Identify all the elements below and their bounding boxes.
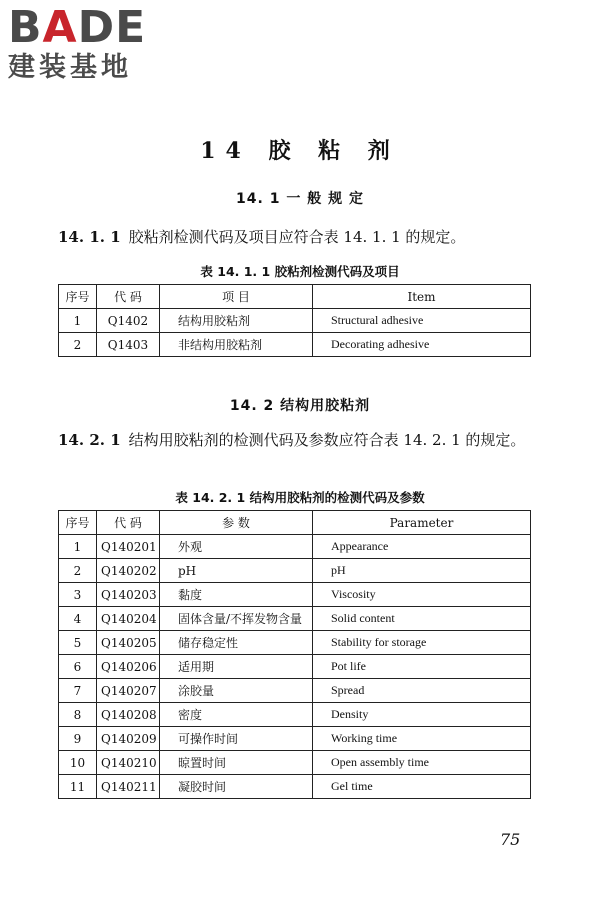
- table-cell: 11: [59, 775, 97, 799]
- header-cell: 参 数: [160, 511, 313, 535]
- table-header-row: [59, 511, 531, 535]
- table-row: [59, 607, 531, 631]
- table-row: [59, 333, 531, 357]
- table-cell: Open assembly time: [313, 751, 531, 775]
- table-row: [59, 679, 531, 703]
- header-cell: 项 目: [160, 285, 313, 309]
- table-cell: Q1402: [97, 309, 160, 333]
- table-cell: 1: [59, 309, 97, 333]
- table-cell: Q140203: [97, 583, 160, 607]
- table-title-14-2-1: 表 14. 2. 1 结构用胶粘剂的检测代码及参数: [175, 490, 425, 505]
- clause-14-2-1: [58, 428, 538, 452]
- table-cell: Q140211: [97, 775, 160, 799]
- table-cell: 外观: [160, 535, 313, 559]
- table-cell: Q140210: [97, 751, 160, 775]
- table-cell: Pot life: [313, 655, 531, 679]
- table-cell: pH: [313, 559, 531, 583]
- table-cell: 涂胶量: [160, 679, 313, 703]
- table-cell: 可操作时间: [160, 727, 313, 751]
- table-cell: 4: [59, 607, 97, 631]
- clause-text: 胶粘剂检测代码及项目应符合表 14. 1. 1 的规定。: [128, 228, 466, 246]
- table-cell: pH: [160, 559, 313, 583]
- header-cell: 序号: [59, 511, 97, 535]
- clause-number: 14. 2. 1: [58, 431, 121, 449]
- table-cell: 凝胶时间: [160, 775, 313, 799]
- table-cell: Q140204: [97, 607, 160, 631]
- table-cell: 2: [59, 333, 97, 357]
- table-cell: Working time: [313, 727, 531, 751]
- table-cell: Q140207: [97, 679, 160, 703]
- table-cell: Spread: [313, 679, 531, 703]
- table-cell: Q140209: [97, 727, 160, 751]
- table-cell: 适用期: [160, 655, 313, 679]
- table-cell: 非结构用胶粘剂: [160, 333, 313, 357]
- table-cell: 2: [59, 559, 97, 583]
- table-row: [59, 775, 531, 799]
- table-row: [59, 309, 531, 333]
- section-title-14-1: 14. 1 一 般 规 定: [236, 191, 364, 207]
- table-row: [59, 751, 531, 775]
- table-cell: Solid content: [313, 607, 531, 631]
- table-14-2-1: [58, 510, 531, 799]
- table-cell: 黏度: [160, 583, 313, 607]
- table-cell: Appearance: [313, 535, 531, 559]
- table-cell: 6: [59, 655, 97, 679]
- clause-14-1-1: [58, 225, 538, 249]
- section-title-14-2: 14. 2 结构用胶粘剂: [229, 398, 371, 414]
- table-cell: 结构用胶粘剂: [160, 309, 313, 333]
- table-header-row: [59, 285, 531, 309]
- clause-number: 14. 1. 1: [58, 228, 121, 246]
- table-row: [59, 655, 531, 679]
- table-cell: 密度: [160, 703, 313, 727]
- table-cell: 晾置时间: [160, 751, 313, 775]
- chapter-title: 14 胶 粘 剂: [200, 138, 400, 164]
- table-cell: 1: [59, 535, 97, 559]
- table-cell: Density: [313, 703, 531, 727]
- bade-logo: [8, 2, 178, 84]
- table-cell: 3: [59, 583, 97, 607]
- page-number: 75: [500, 830, 521, 849]
- table-cell: 储存稳定性: [160, 631, 313, 655]
- table-row: [59, 631, 531, 655]
- logo-mark: BADE: [8, 2, 147, 53]
- header-cell: Item: [313, 285, 531, 309]
- table-cell: 5: [59, 631, 97, 655]
- table-cell: 7: [59, 679, 97, 703]
- table-cell: Q140205: [97, 631, 160, 655]
- table-row: [59, 535, 531, 559]
- header-cell: 序号: [59, 285, 97, 309]
- table-cell: Gel time: [313, 775, 531, 799]
- table-cell: Q1403: [97, 333, 160, 357]
- logo-subtitle: 建装基地: [8, 52, 132, 83]
- clause-text: 结构用胶粘剂的检测代码及参数应符合表 14. 2. 1 的规定。: [128, 431, 526, 449]
- header-cell: 代 码: [97, 285, 160, 309]
- table-row: [59, 583, 531, 607]
- table-cell: 固体含量/不挥发物含量: [160, 607, 313, 631]
- table-row: [59, 703, 531, 727]
- table-cell: Structural adhesive: [313, 309, 531, 333]
- table-cell: Q140206: [97, 655, 160, 679]
- table-title-14-1-1: 表 14. 1. 1 胶粘剂检测代码及项目: [200, 264, 400, 279]
- header-cell: 代 码: [97, 511, 160, 535]
- table-cell: 9: [59, 727, 97, 751]
- header-cell: Parameter: [313, 511, 531, 535]
- table-14-1-1: [58, 284, 531, 357]
- table-row: [59, 727, 531, 751]
- table-cell: Q140202: [97, 559, 160, 583]
- table-cell: Decorating adhesive: [313, 333, 531, 357]
- table-cell: 10: [59, 751, 97, 775]
- table-cell: Stability for storage: [313, 631, 531, 655]
- table-cell: Q140201: [97, 535, 160, 559]
- table-cell: Q140208: [97, 703, 160, 727]
- table-cell: 8: [59, 703, 97, 727]
- table-row: [59, 559, 531, 583]
- table-cell: Viscosity: [313, 583, 531, 607]
